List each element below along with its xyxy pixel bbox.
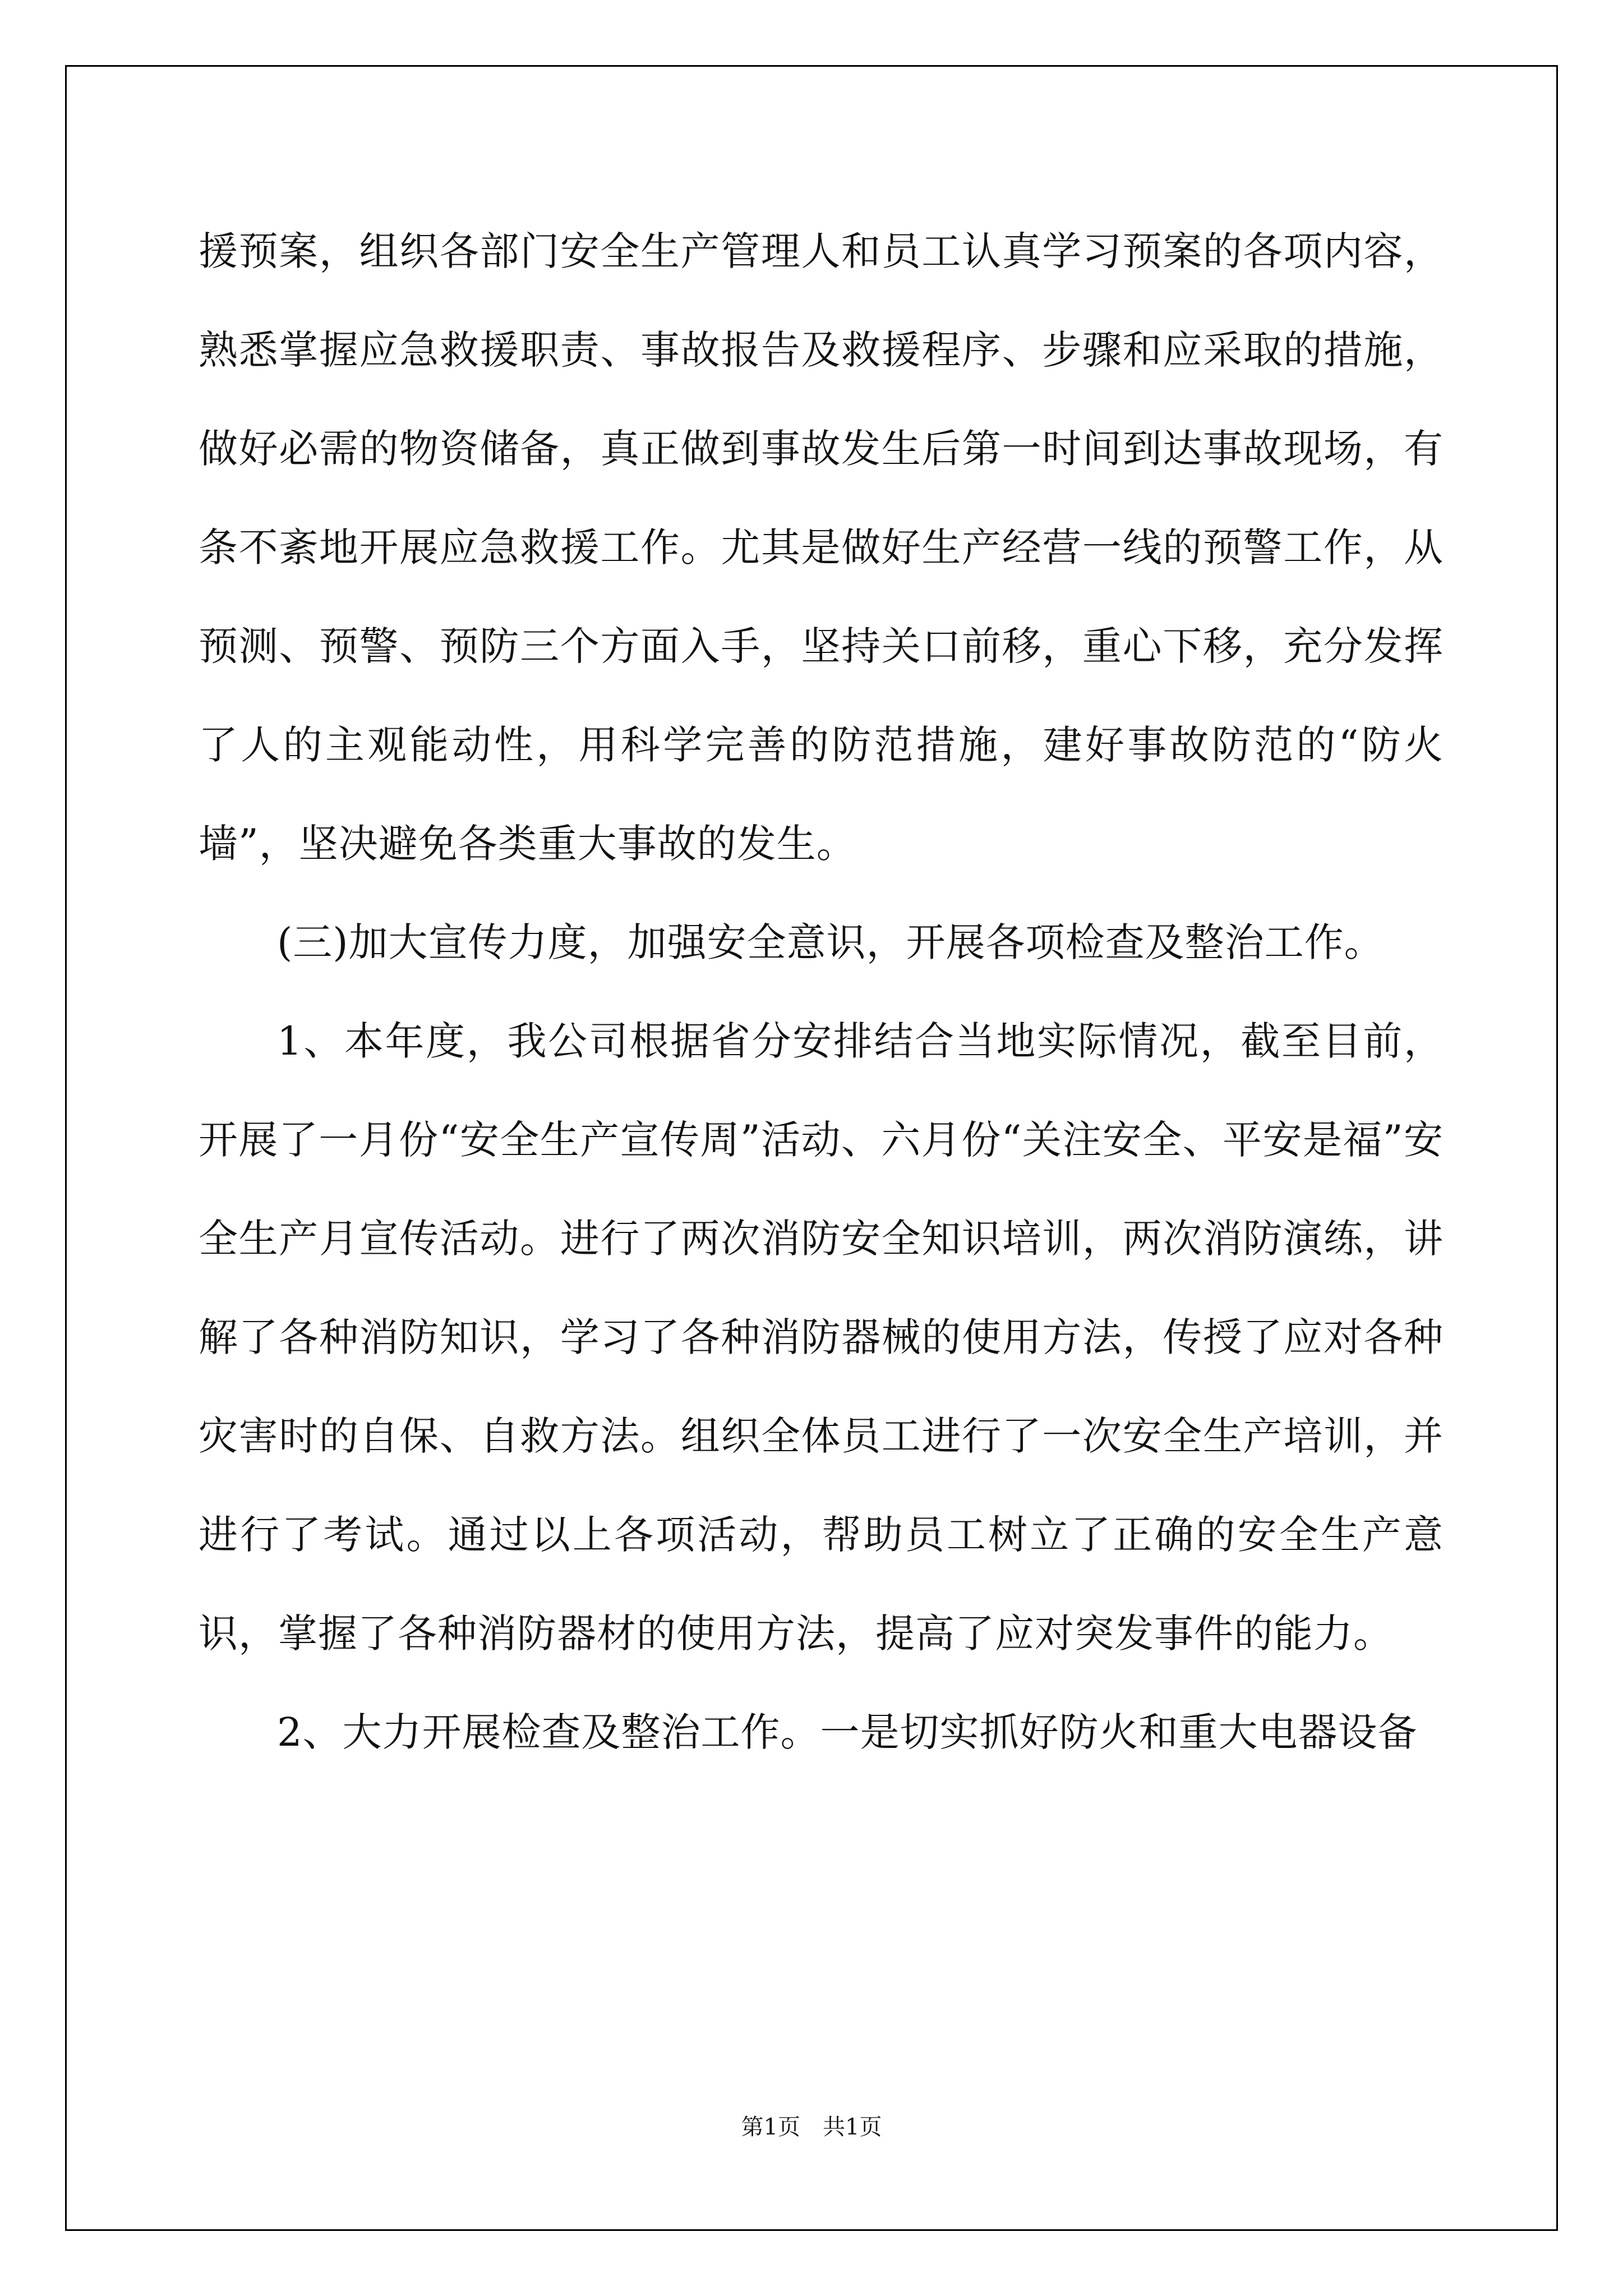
paragraph-section-three: (三)加大宣传力度，加强安全意识，开展各项检查及整治工作。 — [277, 919, 1384, 965]
paragraph-item-one: 1、本年度，我公司根据省分安排结合当地实际情况，截至目前，开展了一月份“安全生产宣传周”活动、六月份“关注安全、平安是福”安全生产月宣传活动。进行了两次消防安全知识培训，两次消防演练，讲解了各种消防知识，学习了各种消防器械的使用方法，传授了应对各种灾害时的自保、自救方法。组织全体员工进行了一次安全生产培训，并进行了考试。通过以上各项活动，帮助员工树立了正确的安全生产意识，掌握了各种消防器材的使用方法，提高了应对突发事件的能力。 — [199, 1018, 1444, 1657]
paragraph-item-two: 2、大力开展检查及整治工作。一是切实抓好防火和重大电器设备 — [277, 1709, 1418, 1755]
document-body — [199, 202, 1444, 1782]
paragraph-continuation: 援预案，组织各部门安全生产管理人和员工认真学习预案的各项内容，熟悉掌握应急救援职责、事故报告及救援程序、步骤和应采取的措施，做好必需的物资储备，真正做到事故发生后第一时间到达事故现场，有条不紊地开展应急救援工作。尤其是做好生产经营一线的预警工作，从预测、预警、预防三个方面入手，坚持关口前移，重心下移，充分发挥了人的主观能动性，用科学完善的防范措施，建好事故防范的“防火墙”，坚决避免各类重大事故的发生。 — [199, 228, 1444, 867]
page-number-footer: 第1页 共1页 — [741, 2114, 882, 2140]
